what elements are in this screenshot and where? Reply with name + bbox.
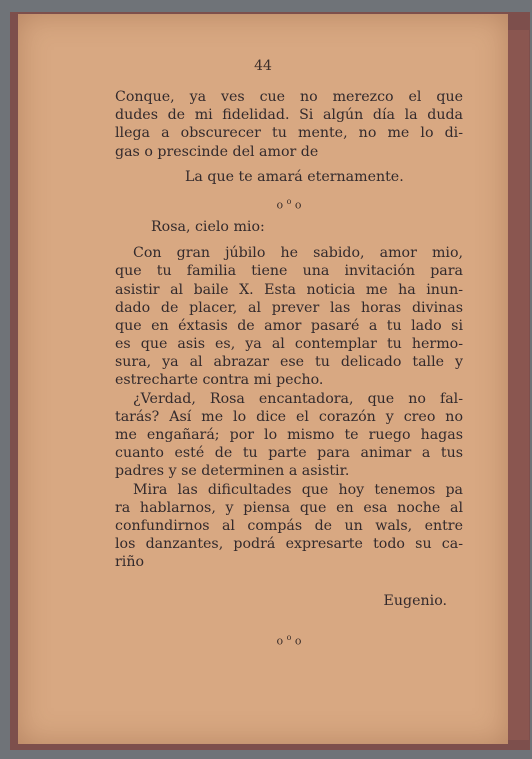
letter2-line: Con gran júbilo he sabido, amor mio,: [133, 245, 463, 262]
letter2-line: riño: [115, 554, 144, 571]
letter2-line: es que asis es, ya al contemplar tu hermo-: [115, 336, 463, 353]
book-page: [18, 14, 508, 744]
section-divider: o $^o$ o: [276, 632, 302, 648]
letter2-line: me engañará; por lo mismo te ruego hagas: [115, 427, 463, 443]
letter2-line: Mira las dificultades que hoy tenemos pa: [133, 481, 463, 498]
letter2-salutation: Rosa, cielo mio:: [151, 218, 265, 235]
letter2-line: padres y se determinen a asistir.: [115, 463, 350, 480]
letter2-line: cuanto esté de tu parte para animar a tus: [115, 445, 463, 462]
letter2-line: sura, ya al abrazar ese tu delicado talle y: [115, 354, 463, 371]
letter2-line: confundirnos al compás de un wals, entre: [115, 517, 463, 534]
letter2-line: los danzantes, podrá expresarte todo su ca-: [115, 536, 463, 553]
page-body: [115, 88, 463, 648]
letter2-line: que en éxtasis de amor pasaré a tu lado si: [115, 317, 463, 334]
letter1-line: llega a obscurecer tu mente, no me lo di-: [115, 125, 463, 142]
letter1-line: gas o prescinde del amor de: [115, 143, 319, 160]
letter1-line: Conque, ya ves cue no merezco el que: [115, 89, 463, 105]
section-divider: o $^o$ o: [276, 196, 302, 212]
letter2-signature: Eugenio.: [383, 592, 447, 609]
letter1-closing: La que te amará eternamente.: [185, 168, 404, 185]
letter2-line: asistir al baile X. Esta noticia me ha inun-: [115, 281, 463, 298]
book-cover-edge: [505, 30, 529, 740]
letter2-line: ra hablarnos, y piensa que en esa noche al: [115, 499, 463, 516]
letter2-line: ¿Verdad, Rosa encantadora, que no fal-: [133, 390, 463, 407]
letter2-line: tarás? Así me lo dice el corazón y creo no: [115, 408, 463, 425]
letter2-line: estrecharte contra mi pecho.: [115, 372, 324, 389]
page-number: 44: [254, 58, 272, 74]
letter2-line: que tu familia tiene una invitación para: [115, 263, 463, 280]
letter1-line: dudes de mi fidelidad. Si algún día la duda: [115, 107, 463, 124]
letter2-line: dado de placer, al prever las horas divinas: [115, 299, 463, 316]
